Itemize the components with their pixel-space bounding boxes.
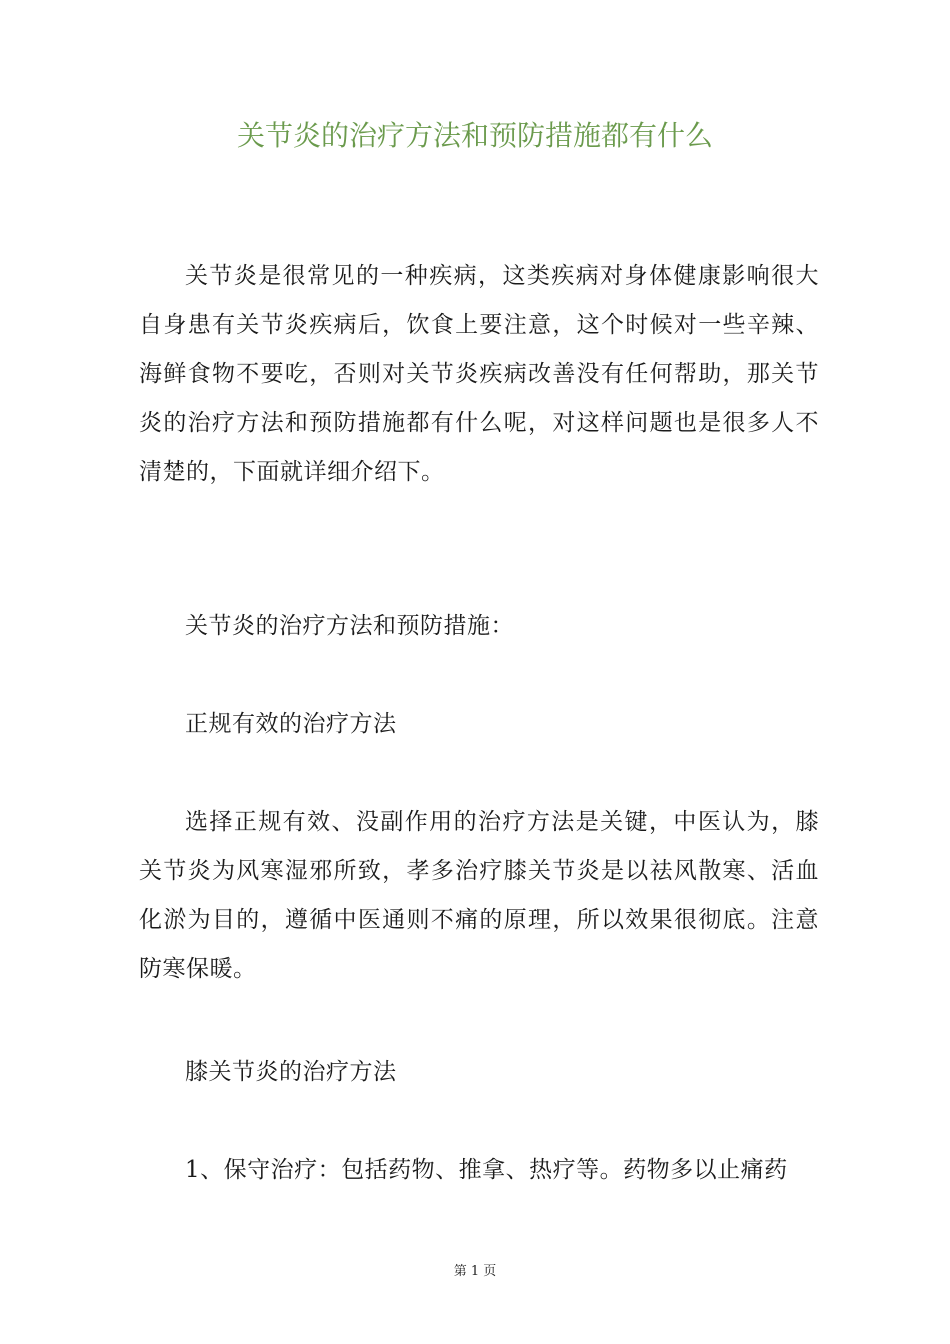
document-title: 关节炎的治疗方法和预防措施都有什么 bbox=[236, 119, 713, 152]
subheading-knee-treatment: 膝关节炎的治疗方法 bbox=[185, 1059, 397, 1085]
section-heading-treatment-prevention: 关节炎的治疗方法和预防措施： bbox=[185, 613, 514, 639]
standard-treatment-paragraph: 选择正规有效、没副作用的治疗方法是关键，中医认为，膝关节炎为风寒湿邪所致，孝多治疗膝关节炎是以祛风散寒、活血化淤为目的，遵循中医通则不痛的原理，所以效果很彻底。注意防寒保暖。 bbox=[139, 809, 819, 982]
subheading-standard-treatment: 正规有效的治疗方法 bbox=[185, 711, 397, 737]
intro-paragraph: 关节炎是很常见的一种疾病，这类疾病对身体健康影响很大自身患有关节炎疾病后，饮食上要注意，这个时候对一些辛辣、海鲜食物不要吃，否则对关节炎疾病改善没有任何帮助，那关节炎的治疗方法和预防措施都有什么呢，对这样问题也是很多人不清楚的，下面就详细介绍下。 bbox=[139, 263, 819, 485]
list-item-conservative-treatment: 1、保守治疗：包括药物、推拿、热疗等。药物多以止痛药 bbox=[185, 1157, 788, 1183]
page-number: 第 1 页 bbox=[453, 1264, 497, 1279]
